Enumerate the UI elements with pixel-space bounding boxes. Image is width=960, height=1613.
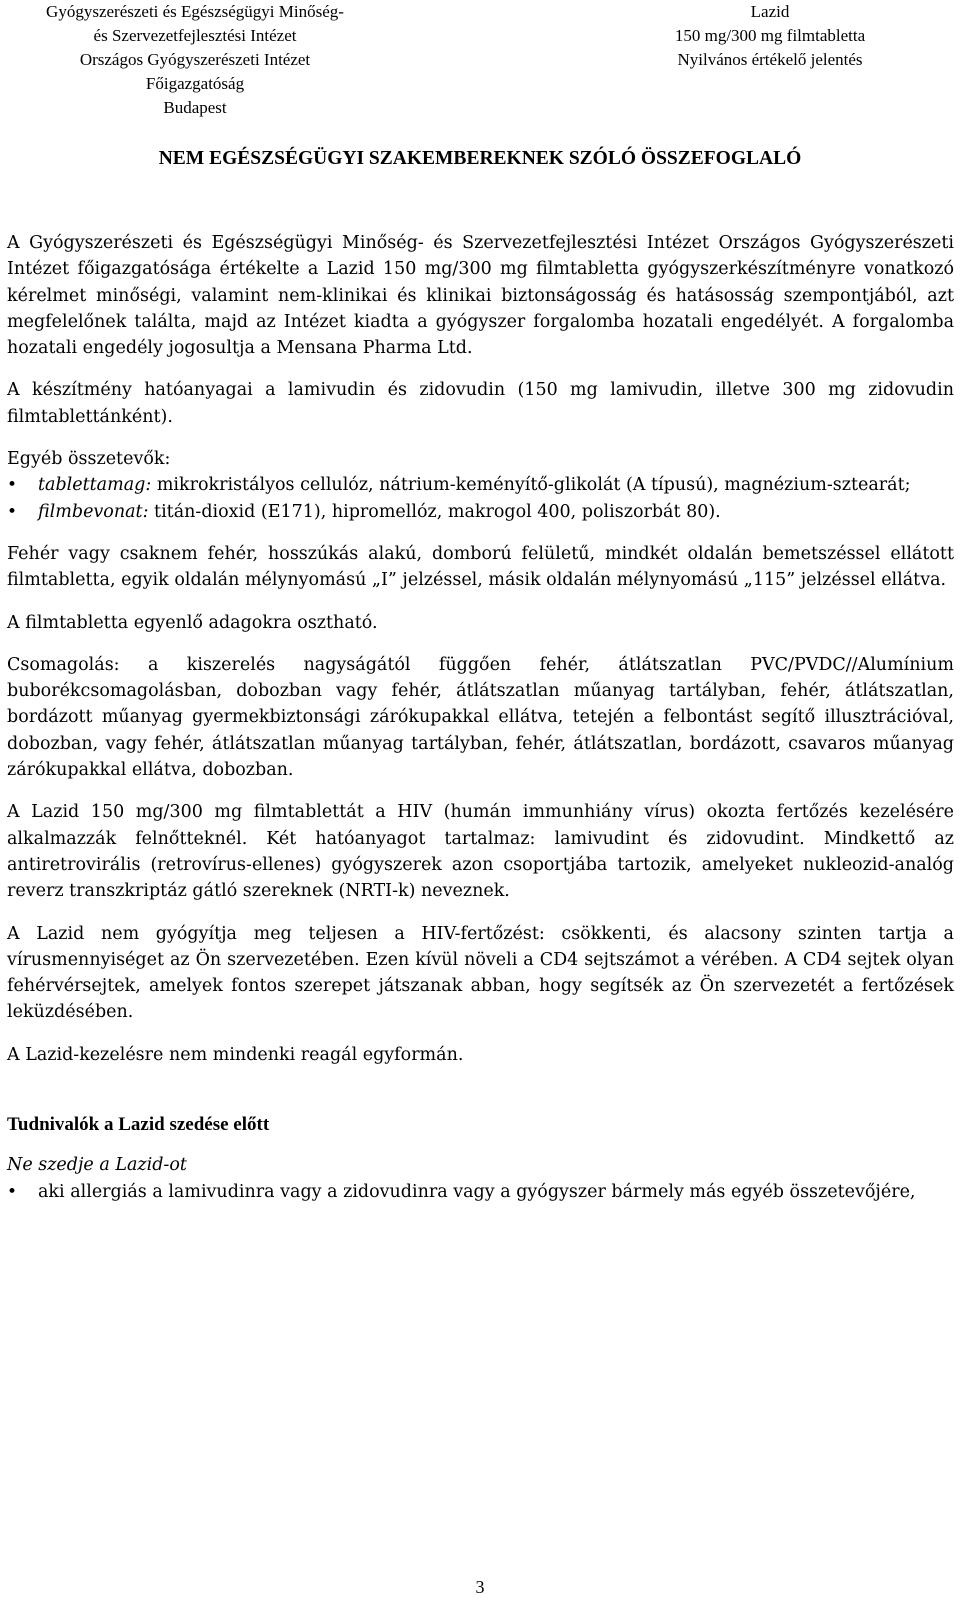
header-left	[0, 0, 390, 120]
document-title: NEM EGÉSZSÉGÜGYI SZAKEMBEREKNEK SZÓLÓ ÖSSZEFOGLALÓ	[158, 148, 802, 169]
list-item	[7, 499, 954, 525]
list-item	[7, 472, 954, 498]
ingredient-text: titán-dioxid (E171), hipromellóz, makrogol 400, poliszorbát 80).	[148, 501, 721, 522]
header-left-line: Gyógyszerészeti és Egészségügyi Minőség-	[46, 2, 344, 21]
not-take-list	[7, 1179, 954, 1205]
paragraph-packaging: Csomagolás: a kiszerelés nagyságától függően fehér, átlátszatlan PVC/PVDC//Alumínium buborékcsomagolásban, dobozban vagy fehér, átlátszatlan műanyag tartályban, fehér, átlátszatlan, bordázott műanyag gyermekbiztonsági zárókupakkal ellátva, tetején a felbontást segítő illusztrációval, dobozban, vagy fehér, átlátszatlan műanyag tartályban, fehér, átlátszatlan, bordázott, csavaros műanyag zárókupakkal ellátva, dobozban.	[7, 654, 954, 781]
paragraph-authorization: A Gyógyszerészeti és Egészségügyi Minőség- és Szervezetfejlesztési Intézet Országos Gyógyszerészeti Intézet főigazgatósága értékelte a Lazid 150 mg/300 mg filmtabletta gyógyszerkészítményre vonatkozó kérelmet minőségi, valamint nem-klinikai és klinikai biztonságosság és hatásosság szempontjából, azt megfelelőnek találta, majd az Intézet kiadta a gyógyszer forgalomba hozatali engedélyét. A forgalomba hozatali engedély jogosultja a Mensana Pharma Ltd.	[7, 233, 954, 359]
document-body	[7, 230, 954, 1221]
paragraph-appearance: Fehér vagy csaknem fehér, hosszúkás alakú, domború felületű, mindkét oldalán bemetszéssel ellátott filmtabletta, egyik oldalán mélynyomású „I” jelzéssel, másik oldalán mélynyomású „115” jelzéssel ellátva.	[7, 543, 954, 591]
header-left-line: Országos Gyógyszerészeti Intézet	[79, 50, 311, 69]
paragraph-divisible: A filmtabletta egyenlő adagokra osztható.	[7, 612, 378, 633]
paragraph-active-ingredients: A készítmény hatóanyagai a lamivudin és zidovudin (150 mg lamivudin, illetve 300 mg zidovudin filmtablettánként).	[7, 380, 954, 427]
other-ingredients-label: Egyéb összetevők:	[7, 449, 171, 470]
header-left-line: Budapest	[163, 98, 227, 117]
ingredient-text: mikrokristályos cellulóz, nátrium-keményítő-glikolát (A típusú), magnézium-sztearát;	[151, 475, 911, 496]
header-right-line: Lazid	[750, 2, 790, 21]
not-take-label: Ne szedje a Lazid-ot	[7, 1155, 187, 1176]
header-right	[605, 0, 935, 72]
paragraph-response: A Lazid-kezelésre nem mindenki reagál egyformán.	[7, 1044, 464, 1065]
paragraph-indication: A Lazid 150 mg/300 mg filmtablettát a HIV (humán immunhiány vírus) okozta fertőzés kezelésére alkalmazzák felnőtteknél. Két hatóanyagot tartalmaz: lamivudint és zidovudint. Mindkettő az antiretrovirális (retrovírus-ellenes) gyógyszerek azon csoportjába tartozik, amelyeket nukleozid-analóg reverz transzkriptáz gátló szereknek (NRTI-k) neveznek.	[7, 802, 954, 902]
ingredients-list	[7, 472, 954, 525]
paragraph-mechanism: A Lazid nem gyógyítja meg teljesen a HIV-fertőzést: csökkenti, és alacsony szinten tartja a vírusmennyiséget az Ön szervezetében. Ezen kívül növeli a CD4 sejtszámot a vérében. A CD4 sejtek olyan fehérvérsejtek, amelyek fontos szerepet játszanak abban, hogy segítsék az Ön szervezetét a fertőzések leküzdésében.	[7, 923, 954, 1023]
section-heading: Tudnivalók a Lazid szedése előtt	[7, 1114, 270, 1136]
page-number: 3	[475, 1577, 485, 1597]
header-left-line: Főigazgatóság	[145, 74, 245, 93]
header-right-line: Nyilvános értékelő jelentés	[677, 50, 863, 69]
ingredient-term: tablettamag:	[38, 475, 152, 496]
ingredient-term: filmbevonat:	[38, 501, 149, 522]
header-right-line: 150 mg/300 mg filmtabletta	[674, 26, 866, 45]
list-item: • aki allergiás a lamivudinra vagy a zidovudinra vagy a gyógyszer bármely más egyéb összetevőjére,	[7, 1179, 954, 1205]
header-left-line: és Szervezetfejlesztési Intézet	[93, 26, 297, 45]
